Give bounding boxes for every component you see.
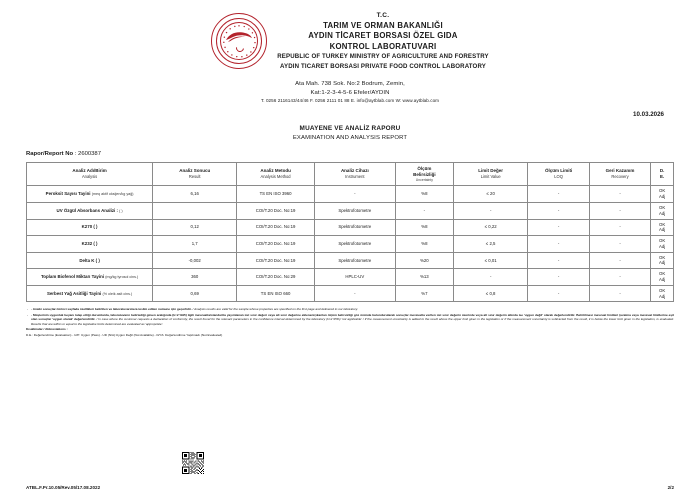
cell-analysis-name [27, 269, 153, 286]
cell-recovery: - [589, 236, 650, 253]
col-loq [528, 162, 589, 186]
cell-result: 6,16 [153, 186, 237, 203]
evaluation-line-1: OK [659, 287, 666, 293]
address-line-2: Kat:1-2-3-4-5-6 Efeler/AYDIN [310, 89, 390, 96]
analysis-unit-text: ( ) [119, 208, 123, 213]
analysis-unit-text: (% oleik asit cins.) [102, 291, 133, 296]
cell-uncertainty: %13 [395, 269, 453, 286]
cell-limit-value: - [453, 202, 527, 219]
cell-method: TS EN ISO 660 [237, 285, 315, 302]
table-row [27, 186, 674, 203]
footer-document-code: ATBL.F.Pr.10.05/Rev.05/17.08.2022 [26, 485, 101, 490]
cell-method: TS EN ISO 3960 [237, 186, 315, 203]
evaluation-line-2: Adj [659, 227, 666, 233]
col-limit-en: Limit Value [480, 174, 501, 180]
col-uncertainty-tr2: Belirsizliği [413, 171, 436, 177]
cell-limit-value: ≤ 0,22 [453, 219, 527, 236]
col-recovery-en: Recovery [611, 174, 629, 180]
cell-analysis-name [27, 236, 153, 253]
table-header-row [27, 162, 674, 186]
analysis-results-table [26, 162, 674, 303]
col-recovery-tr: Geri Kazanım [605, 168, 635, 174]
cell-result: -0,002 [153, 252, 237, 269]
cell-loq: - [528, 285, 589, 302]
cell-instrument: Spektrofotometre [314, 252, 395, 269]
cell-result: 360 [153, 269, 237, 286]
col-analysis-name-tr: Analiz Adı/Birim [72, 168, 107, 174]
col-uncertainty-tr1: Ölçüm [417, 165, 432, 171]
abbreviations-label [26, 327, 674, 331]
table-row [27, 236, 674, 253]
cell-loq: - [528, 252, 589, 269]
evaluation-line-1: OK [659, 254, 666, 260]
footnote-2-tr: - Müşterinin uygunluk beyanı talep ettiği durumlarda, laboratuvarın belirlediği güven aralığında (k=2 %95) ilgili mevzuatta/standartta yayımlanan üst sınır değeri veya alt sınır değerine eklenen/çıkarılan ölçüm belirsizliği göz önünde bulundurularak sonuçlar mevzuatta verilen üst sınır değerin üzerinde veya alt sınır değerin altında ise 'uygun değil' olarak değerlendirilir. Belirtilmesi mevzuat limitleri (uzatma veya mevzuat limitlerine eşit olan sonuçlar 'uygun olarak' değerlendirilir. [31, 312, 674, 322]
cell-loq: - [528, 219, 589, 236]
analysis-name-text: K232 ( ) [81, 240, 98, 246]
col-result-tr: Analiz Sonucu [179, 168, 211, 174]
footnote-1-en: / Analysis results are valid for the sample whose properties are specified on the first page and delivered to our laboratory. [192, 307, 358, 312]
col-evaluation [651, 162, 674, 186]
cell-result: 1,7 [153, 236, 237, 253]
cell-instrument: HPLC-UV [314, 269, 395, 286]
cell-loq: - [528, 269, 589, 286]
cell-method: COI/T.20 Doc. No:19 [237, 252, 315, 269]
col-method-tr: Analiz Metodu [260, 168, 291, 174]
cell-limit-value: ≤ 2,5 [453, 236, 527, 253]
address-line-1: Ata Mah. 738 Sok. No:2 Bodrum, Zemin, [295, 80, 405, 87]
analysis-name-text: K270 ( ) [81, 224, 98, 230]
header-ministry-line-3: KONTROL LABORATUVARI [329, 41, 437, 51]
col-loq-en: LOQ [554, 174, 563, 180]
cell-evaluation [651, 269, 674, 286]
analysis-name-text: Serbest Yağ Asitliği Tayini [46, 290, 102, 296]
cell-uncertainty: %8 [395, 236, 453, 253]
col-result-en: Result [188, 174, 201, 180]
footnote-1 [26, 307, 674, 311]
cell-loq: - [528, 236, 589, 253]
qr-code-area [182, 452, 204, 479]
evaluation-line-2: Adj [659, 243, 666, 249]
cell-recovery: - [589, 202, 650, 219]
cell-limit-value: ≤ 0,8 [453, 285, 527, 302]
analysis-unit-text: (mg/kg tyrosol cins.) [105, 275, 139, 280]
cell-method: COI/T.20 Doc. No:19 [237, 219, 315, 236]
table-row [27, 269, 674, 286]
footnote-1-tr: - Analiz sonuçları birinci sayfada özellikleri belirtilen ve laboratuvarımıza teslim edilen numune için geçerlidir. [31, 307, 192, 312]
analysis-name-text: Toplam Biofenol Miktarı Tayini [40, 274, 104, 280]
cell-instrument: Spektrofotometre [314, 202, 395, 219]
cell-analysis-name [27, 219, 153, 236]
cell-recovery: - [589, 219, 650, 236]
abbreviations-body: D.E.: Değerlendirme (Evaluation) - U/P: Uygun (Pass) - UD (N/A):Uygun Değil (Not Available) - D/YA: Değerlendirme Yapılmadı (Not Evaluated) [26, 332, 223, 337]
evaluation-line-2: Adj [659, 277, 666, 283]
cell-analysis-name [27, 186, 153, 203]
col-result [153, 162, 237, 186]
header-text-block [277, 12, 489, 71]
cell-limit-value: ≤ 0,01 [453, 252, 527, 269]
report-number-value: : 2600387 [74, 150, 101, 157]
table-body [27, 186, 674, 302]
cell-analysis-name [27, 285, 153, 302]
header-tc: T.C. [376, 12, 390, 19]
table-head [27, 162, 674, 186]
qr-code [182, 452, 204, 474]
col-limit-tr: Limit Değer [478, 168, 504, 174]
analysis-table-container [26, 162, 674, 303]
analysis-unit-text: (meq aktif oksijen/kg yağ) [91, 192, 134, 197]
cell-result: 0,12 [153, 219, 237, 236]
analysis-name-text: Delta K ( ) [79, 257, 100, 263]
abbreviations-label-text: Kısaltmalar / Abbreviations : [26, 327, 68, 332]
col-analysis-name-en: Analysis [81, 174, 98, 180]
header-english-line-1: REPUBLIC OF TURKEY MINISTRY OF AGRICULTURE AND FORESTRY [277, 53, 489, 61]
cell-recovery: - [589, 285, 650, 302]
ministry-emblem-logo [211, 13, 267, 69]
col-instrument-tr: Analiz Cihazı [340, 168, 369, 174]
col-recovery [589, 162, 650, 186]
evaluation-line-2: Adj [659, 194, 666, 200]
analysis-name-text: Peroksit Sayısı Tayini [45, 191, 91, 197]
evaluation-line-1: OK [659, 188, 666, 194]
cell-result [153, 202, 237, 219]
col-evaluation-tr: D. [659, 167, 665, 173]
cell-recovery: - [589, 252, 650, 269]
cell-evaluation [651, 219, 674, 236]
cell-result: 0,69 [153, 285, 237, 302]
cell-uncertainty: - [395, 202, 453, 219]
cell-evaluation [651, 285, 674, 302]
document-footer [26, 485, 674, 490]
footer-page-number: 2/2 [667, 485, 674, 490]
cell-evaluation [651, 236, 674, 253]
cell-uncertainty: %8 [395, 219, 453, 236]
cell-evaluation [651, 252, 674, 269]
cell-limit-value: ≤ 20 [453, 186, 527, 203]
col-analysis-name [27, 162, 153, 186]
report-title-english: EXAMINATION AND ANALYSIS REPORT [292, 135, 408, 142]
col-method [237, 162, 315, 186]
evaluation-line-1: OK [659, 271, 666, 277]
evaluation-line-1: OK [659, 238, 666, 244]
col-uncertainty-en: Uncertainty [415, 177, 433, 182]
cell-instrument: Spektrofotometre [314, 236, 395, 253]
cell-uncertainty: %7 [395, 285, 453, 302]
col-instrument-en: Instrument [345, 174, 365, 180]
report-number-row [0, 151, 700, 157]
cell-uncertainty: %8 [395, 186, 453, 203]
footnote-2-en: / In case where the customer requests a declaration of conformity, the result found for the relevant parameters in the confidence interval determined by the laboratory (k=2 95%) 'not applicable' / If the measurement uncertainty is added to the result above the upper limit given in the legislation or if the measurement uncertainty is subtracted from the result, it is below the lower limit given in the legislation, is evaluated. Results that are within or equal to the legislative limits determined are evaluated as 'appropriate'. [31, 317, 674, 326]
report-title-turkish: MUAYENE VE ANALİZ RAPORU [299, 125, 401, 133]
cell-analysis-name [27, 252, 153, 269]
cell-limit-value: - [453, 269, 527, 286]
header-ministry-line-2: AYDIN TİCARET BORSASI ÖZEL GIDA [308, 31, 458, 41]
table-row [27, 285, 674, 302]
table-row [27, 252, 674, 269]
cell-evaluation [651, 186, 674, 203]
header-english-line-2: AYDIN TICARET BORSASI PRIVATE FOOD CONTROL LABORATORY [279, 62, 486, 70]
cell-analysis-name [27, 202, 153, 219]
cell-uncertainty: %20 [395, 252, 453, 269]
evaluation-line-2: Adj [659, 210, 666, 216]
table-row [27, 202, 674, 219]
cell-instrument: - [314, 186, 395, 203]
cell-method: COI/T.20 Doc. No:19 [237, 202, 315, 219]
laboratory-address-block [0, 80, 700, 106]
report-title-block [0, 125, 700, 142]
evaluation-line-2: Adj [659, 260, 666, 266]
col-instrument [314, 162, 395, 186]
cell-loq: - [528, 186, 589, 203]
table-row [27, 219, 674, 236]
cell-instrument: Spektrofotometre [314, 219, 395, 236]
col-method-en: Analysis Method [260, 174, 291, 180]
cell-recovery: - [589, 186, 650, 203]
cell-loq: - [528, 202, 589, 219]
document-header [0, 0, 700, 71]
col-evaluation-en: E. [660, 173, 665, 179]
report-number-label: Rapor/Report No [26, 150, 74, 157]
col-limit-value [453, 162, 527, 186]
cell-method: COI/T.20 Doc. No:29 [237, 269, 315, 286]
evaluation-line-2: Adj [659, 293, 666, 299]
analysis-name-text: UV Özgül Absorbans Analizi : [56, 207, 118, 213]
report-date: 10.03.2026 [633, 111, 664, 119]
address-contact-line: T. 0256 2116143/44/46 F. 0256 2111 01 88 E. info@aytblab.com W: www.aytblab.com [260, 98, 440, 104]
cell-recovery: - [589, 269, 650, 286]
col-loq-tr: Ölçüm Limiti [544, 168, 573, 174]
cell-evaluation [651, 202, 674, 219]
footnotes-block [26, 307, 674, 337]
cell-instrument: - [314, 285, 395, 302]
evaluation-line-1: OK [659, 221, 666, 227]
evaluation-line-1: OK [659, 204, 666, 210]
col-uncertainty [395, 162, 453, 186]
footnote-2 [26, 313, 674, 326]
header-ministry-line-1: TARIM VE ORMAN BAKANLIĞI [323, 20, 443, 30]
cell-method: COI/T.20 Doc. No:19 [237, 236, 315, 253]
